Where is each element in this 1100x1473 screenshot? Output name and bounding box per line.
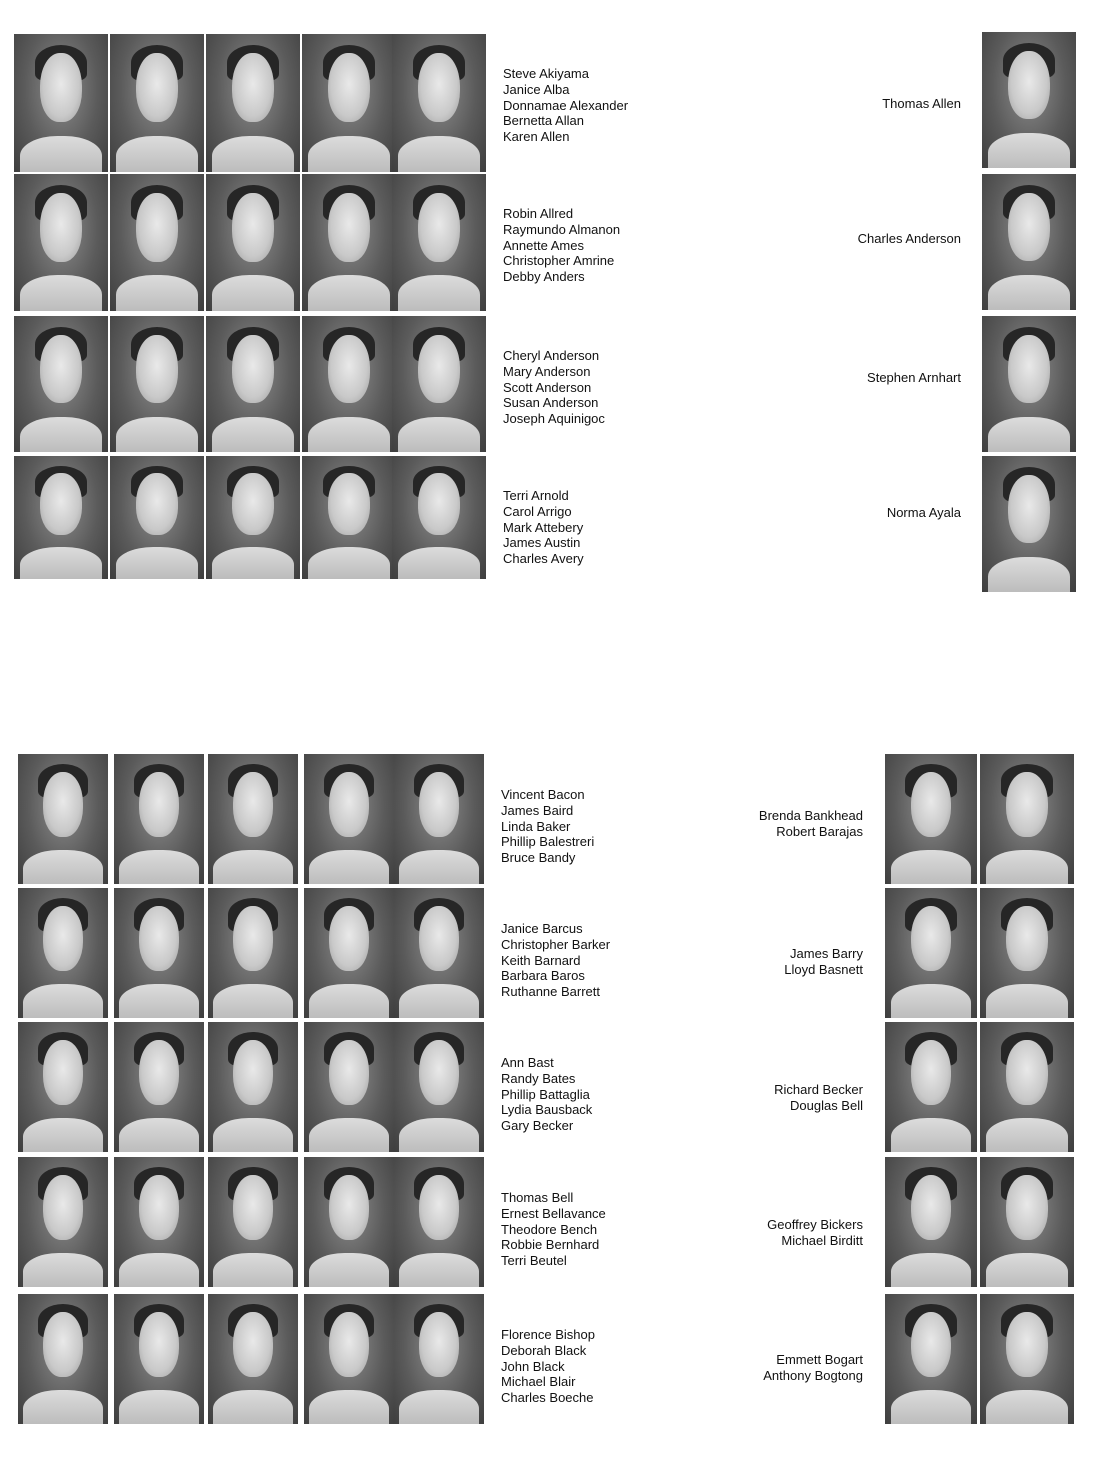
name-list	[501, 787, 594, 866]
student-name: Carol Arrigo	[503, 503, 572, 519]
student-portrait	[980, 888, 1074, 1018]
student-name: Susan Anderson	[503, 395, 599, 411]
student-name: Terri Beutel	[501, 1253, 567, 1269]
student-name: Scott Anderson	[503, 379, 592, 395]
student-portrait	[208, 888, 298, 1018]
student-name: Terri Arnold	[503, 488, 569, 503]
student-portrait	[114, 888, 204, 1018]
student-name: Vincent Bacon	[501, 787, 585, 802]
student-portrait	[304, 1157, 394, 1287]
student-portrait	[208, 1157, 298, 1287]
student-name: Deborah Black	[501, 1342, 587, 1358]
student-name: Geoffrey Bickers	[767, 1217, 863, 1232]
student-name: Lloyd Basnett	[784, 961, 863, 977]
student-name: Anthony Bogtong	[763, 1367, 863, 1383]
name-list	[763, 1352, 863, 1384]
student-portrait	[302, 316, 396, 452]
student-name: Joseph Aquinigoc	[503, 411, 605, 427]
student-name: Robin Allred	[503, 206, 574, 221]
name-list	[503, 348, 605, 427]
student-name: Linda Baker	[501, 818, 571, 834]
name-list	[501, 1190, 606, 1269]
student-name: Thomas Bell	[501, 1190, 574, 1205]
student-name: Mark Attebery	[503, 519, 584, 535]
student-name: Robert Barajas	[776, 823, 863, 839]
name-list	[501, 921, 610, 1000]
student-name: Annette Ames	[503, 237, 584, 253]
student-name: Debby Anders	[503, 269, 585, 285]
student-name: Barbara Baros	[501, 968, 585, 984]
student-portrait	[14, 34, 108, 172]
student-portrait	[110, 456, 204, 579]
name-list	[501, 1327, 595, 1406]
student-name: Phillip Balestreri	[501, 834, 595, 850]
student-name: Florence Bishop	[501, 1327, 595, 1342]
student-portrait	[302, 174, 396, 311]
student-name: James Austin	[503, 535, 581, 551]
student-portrait	[982, 32, 1076, 168]
student-name: Bruce Bandy	[501, 850, 576, 866]
student-name: Bernetta Allan	[503, 113, 584, 129]
student-portrait	[982, 316, 1076, 452]
student-name: Randy Bates	[501, 1070, 576, 1086]
student-portrait	[980, 1294, 1074, 1424]
student-name: Douglas Bell	[790, 1097, 863, 1113]
student-name: Emmett Bogart	[776, 1352, 863, 1367]
name-list	[503, 206, 620, 285]
student-name: Richard Becker	[774, 1082, 863, 1097]
student-portrait	[394, 754, 484, 884]
student-portrait	[394, 1294, 484, 1424]
student-portrait	[18, 1022, 108, 1152]
student-name: Norma Ayala	[886, 505, 961, 520]
name-list	[501, 1055, 592, 1134]
student-name: Keith Barnard	[501, 952, 581, 968]
student-portrait	[208, 754, 298, 884]
student-name: Charles Avery	[503, 551, 584, 567]
student-portrait	[110, 316, 204, 452]
student-portrait	[304, 1022, 394, 1152]
student-portrait	[302, 456, 396, 579]
student-portrait	[14, 316, 108, 452]
student-name: John Black	[501, 1358, 565, 1374]
student-portrait	[18, 754, 108, 884]
student-name: Michael Blair	[501, 1374, 576, 1390]
student-name: Cheryl Anderson	[503, 348, 600, 363]
student-portrait	[110, 34, 204, 172]
name-list	[784, 946, 863, 978]
student-name: Janice Barcus	[501, 921, 583, 936]
student-name: Brenda Bankhead	[758, 808, 863, 823]
student-portrait	[18, 888, 108, 1018]
student-portrait	[114, 1294, 204, 1424]
student-portrait	[14, 456, 108, 579]
student-portrait	[304, 888, 394, 1018]
student-name: Ann Bast	[501, 1055, 554, 1070]
name-list	[503, 66, 628, 145]
student-portrait	[392, 34, 486, 172]
student-portrait	[394, 1022, 484, 1152]
student-name: Stephen Arnhart	[867, 370, 961, 385]
student-name: Raymundo Almanon	[503, 221, 621, 237]
student-portrait	[302, 34, 396, 172]
student-portrait	[304, 754, 394, 884]
student-portrait	[208, 1022, 298, 1152]
name-list	[759, 808, 863, 840]
student-name: Christopher Barker	[501, 936, 611, 952]
student-portrait	[392, 174, 486, 311]
student-name: Karen Allen	[503, 129, 570, 145]
student-portrait	[394, 888, 484, 1018]
student-name: Ernest Bellavance	[501, 1205, 606, 1221]
student-portrait	[392, 316, 486, 452]
student-name: Robbie Bernhard	[501, 1237, 600, 1253]
student-name: Gary Becker	[501, 1118, 574, 1134]
student-portrait	[206, 316, 300, 452]
student-portrait	[980, 1157, 1074, 1287]
student-name: James Barry	[790, 946, 863, 961]
student-portrait	[208, 1294, 298, 1424]
student-portrait	[206, 34, 300, 172]
student-name: Phillip Battaglia	[501, 1086, 590, 1102]
student-name: Janice Alba	[503, 81, 570, 97]
student-name: Theodore Bench	[501, 1221, 598, 1237]
student-portrait	[980, 754, 1074, 884]
student-portrait	[980, 1022, 1074, 1152]
student-portrait	[885, 1022, 977, 1152]
student-portrait	[18, 1157, 108, 1287]
student-portrait	[392, 456, 486, 579]
student-name: Ruthanne Barrett	[501, 984, 601, 1000]
student-name: James Baird	[501, 802, 574, 818]
student-name: Steve Akiyama	[503, 66, 589, 81]
student-name: Michael Birditt	[781, 1232, 863, 1248]
student-portrait	[14, 174, 108, 311]
student-portrait	[18, 1294, 108, 1424]
student-portrait	[885, 888, 977, 1018]
student-portrait	[304, 1294, 394, 1424]
student-portrait	[885, 754, 977, 884]
student-portrait	[982, 456, 1076, 592]
student-portrait	[114, 1157, 204, 1287]
student-portrait	[394, 1157, 484, 1287]
student-name: Mary Anderson	[503, 363, 591, 379]
student-portrait	[206, 456, 300, 579]
student-portrait	[885, 1157, 977, 1287]
student-name: Lydia Bausback	[501, 1102, 593, 1118]
name-list	[767, 1217, 863, 1249]
student-portrait	[110, 174, 204, 311]
student-portrait	[885, 1294, 977, 1424]
student-portrait	[206, 174, 300, 311]
student-portrait	[114, 754, 204, 884]
student-name: Christopher Amrine	[503, 253, 615, 269]
student-portrait	[114, 1022, 204, 1152]
name-list	[503, 488, 584, 567]
student-name: Charles Boeche	[501, 1390, 594, 1406]
name-list	[774, 1082, 863, 1114]
student-name: Thomas Allen	[882, 96, 961, 111]
student-portrait	[982, 174, 1076, 310]
student-name: Charles Anderson	[857, 231, 961, 246]
student-name: Donnamae Alexander	[503, 97, 629, 113]
